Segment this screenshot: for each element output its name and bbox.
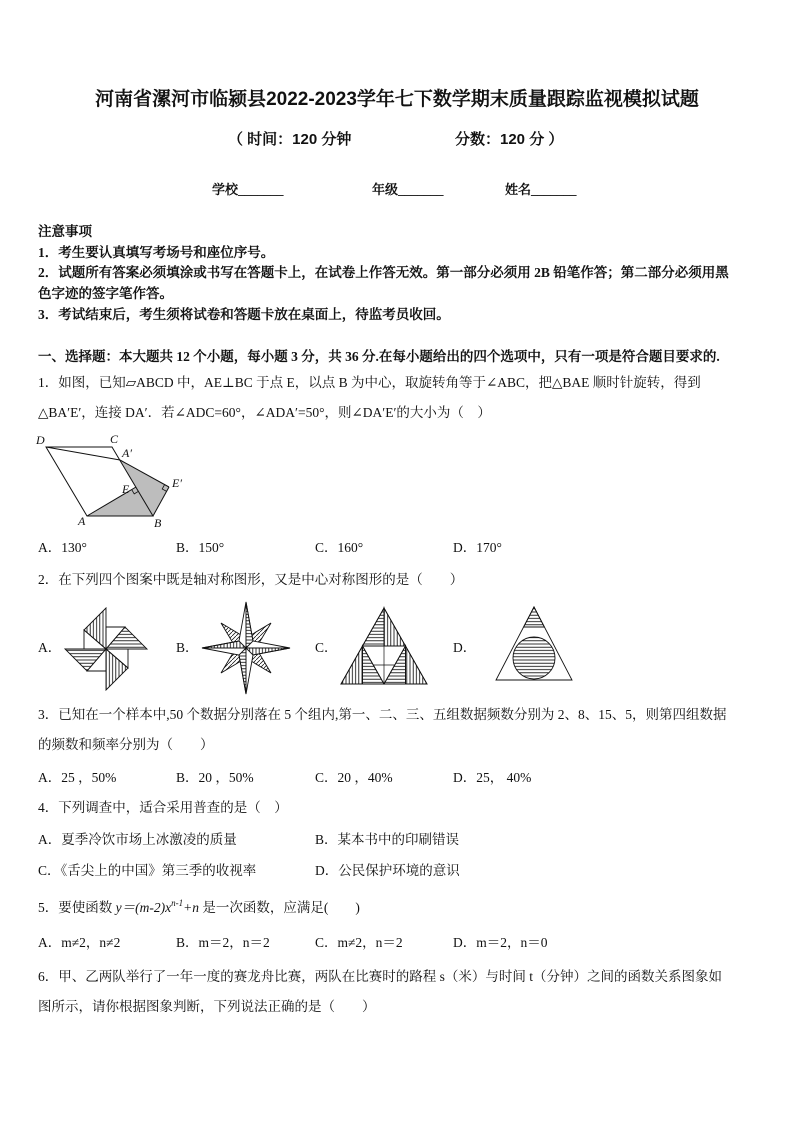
formula-exponent: n-1	[171, 898, 184, 908]
question-5-line-1	[38, 899, 758, 917]
question-4-line-1: 4．下列调查中，适合采用普查的是（ ）	[38, 800, 288, 815]
exam-score: 分数：120 分 ）	[455, 131, 564, 148]
question-4-option-b: B．某本书中的印刷错误	[315, 832, 460, 847]
question-2-option-d: D．	[453, 640, 477, 655]
question-5-option-c: C．m≠2，n＝2	[315, 935, 403, 950]
question-5-option-b: B．m＝2，n＝2	[176, 935, 270, 950]
school-field: 学校_______	[212, 182, 284, 197]
question-3-line-1: 3．已知在一个样本中,50 个数据分别落在 5 个组内,第一、二、三、五组数据频数分别为 2、8、15、5，则第四组数据	[38, 707, 727, 722]
notes-heading: 注意事项	[38, 224, 92, 239]
note-line-2: 2．试题所有答案必须填涂或书写在答题卡上，在试卷上作答无效。第一部分必须用 2B 铅笔作答；第二部分必须用黑	[38, 265, 729, 280]
question-1-option-d: D．170°	[453, 540, 502, 555]
formula-base: y＝(m-2)x	[115, 900, 172, 915]
question-3-option-c: C．20 ，40%	[315, 770, 393, 785]
label-e: E	[122, 482, 130, 496]
name-field: 姓名_______	[505, 182, 577, 197]
question-5-text-after: 是一次函数，应满足( )	[202, 900, 360, 915]
question-5-option-d: D．m＝2，n＝0	[453, 935, 548, 950]
question-3-option-a: A．25 ，50%	[38, 770, 117, 785]
note-line-1: 1．考生要认真填写考场号和座位序号。	[38, 245, 275, 260]
question-3-option-d: D．25， 40%	[453, 770, 532, 785]
question-1-line-1: 1．如图，已知▱ABCD 中，AE⊥BC 于点 E，以点 B 为中心，取旋转角等于∠ABC，把△BAE 顺时针旋转，得到	[38, 375, 701, 390]
question-2-option-b: B．	[176, 640, 199, 655]
exam-time: （ 时间：120 分钟	[228, 131, 352, 148]
question-4-option-c: C．《舌尖上的中国》第三季的收视率	[38, 863, 257, 878]
eight-point-star-figure	[200, 600, 292, 696]
triangle-pattern-figure	[338, 604, 430, 688]
question-5-formula	[116, 900, 199, 915]
question-1-line-2: △BA′E′，连接 DA′．若∠ADC=60°，∠ADA′=50°，则∠DA′E′的大小为（ ）	[38, 405, 491, 420]
note-line-3: 色字迹的签字笔作答。	[38, 286, 173, 301]
grade-field: 年级_______	[372, 182, 444, 197]
question-4-option-d: D．公民保护环境的意识	[315, 863, 460, 878]
section-heading: 一、选择题：本大题共 12 个小题，每小题 3 分，共 36 分.在每小题给出的四个选项中，只有一项是符合题目要求的.	[38, 349, 720, 364]
label-c: C	[110, 432, 119, 446]
note-line-4: 3．考试结束后，考生须将试卷和答题卡放在桌面上，待监考员收回。	[38, 307, 450, 322]
label-e-prime: E′	[172, 476, 182, 490]
label-a-prime: A′	[122, 446, 132, 460]
pinwheel-figure	[63, 604, 149, 694]
question-5-option-a: A．m≠2，n≠2	[38, 935, 121, 950]
question-1-option-b: B．150°	[176, 540, 225, 555]
question-2-line-1: 2．在下列四个图案中既是轴对称图形，又是中心对称图形的是（ ）	[38, 572, 464, 587]
question-2-option-a: A．	[38, 640, 62, 655]
question-1-option-c: C．160°	[315, 540, 364, 555]
question-3-option-b: B．20 ，50%	[176, 770, 254, 785]
segment-da1	[46, 447, 120, 460]
question-6-line-2: 图所示，请你根据图象判断，下列说法正确的是（ ）	[38, 999, 376, 1014]
formula-tail: +n	[183, 900, 199, 915]
question-6-line-1: 6．甲、乙两队举行了一年一度的赛龙舟比赛，两队在比赛时的路程 s（米）与时间 t（分钟）之间的函数关系图象如	[38, 969, 723, 984]
label-d: D	[36, 433, 45, 447]
question-2-option-c: C．	[315, 640, 338, 655]
label-b: B	[154, 516, 162, 530]
question-1-figure	[33, 430, 193, 530]
question-5-text-before: 5．要使函数	[38, 900, 113, 915]
question-4-option-a: A．夏季冷饮市场上冰激凌的质量	[38, 832, 237, 847]
exam-title: 河南省漯河市临颍县2022-2023学年七下数学期末质量跟踪监视模拟试题	[95, 89, 699, 110]
question-3-line-2: 的频数和频率分别为（ ）	[38, 737, 214, 752]
question-1-option-a: A．130°	[38, 540, 87, 555]
label-a: A	[78, 514, 86, 528]
triangle-with-circle-figure	[494, 604, 574, 684]
